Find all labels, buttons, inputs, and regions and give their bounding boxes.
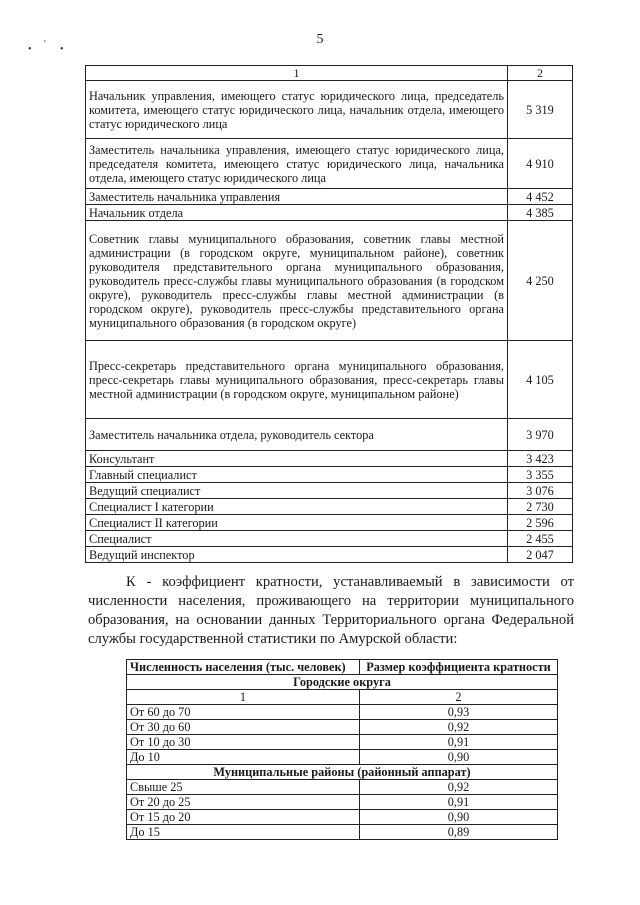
- position-cell: Ведущий инспектор: [86, 547, 508, 563]
- table-row: [86, 499, 573, 515]
- amount-cell: 3 970: [508, 419, 573, 451]
- range-cell: От 30 до 60: [127, 720, 360, 735]
- column-header: Численность населения (тыс. человек): [127, 660, 360, 675]
- table-row: [127, 780, 558, 795]
- amount-cell: 3 355: [508, 467, 573, 483]
- range-cell: От 10 до 30: [127, 735, 360, 750]
- range-cell: От 60 до 70: [127, 705, 360, 720]
- table-row: [86, 547, 573, 563]
- table-header-row: [86, 66, 573, 81]
- amount-cell: 2 047: [508, 547, 573, 563]
- table-row: [86, 515, 573, 531]
- amount-cell: 4 910: [508, 139, 573, 189]
- position-cell: Специалист I категории: [86, 499, 508, 515]
- table-row: [86, 205, 573, 221]
- table-row: [127, 720, 558, 735]
- scan-mark: •: [28, 44, 32, 55]
- value-cell: 0,92: [360, 780, 558, 795]
- column-number: 1: [127, 690, 360, 705]
- scan-mark: ': [44, 39, 46, 50]
- column-number: 2: [360, 690, 558, 705]
- range-cell: Свыше 25: [127, 780, 360, 795]
- table-row: [86, 139, 573, 189]
- value-cell: 0,92: [360, 720, 558, 735]
- position-cell: Начальник отдела: [86, 205, 508, 221]
- position-cell: Пресс-секретарь представительного органа муниципального образования, пресс-секретарь главы муниципального образования, пресс-секретарь главы местной администрации (в городском округе, муниципальном районе): [86, 341, 508, 419]
- position-cell: Главный специалист: [86, 467, 508, 483]
- amount-cell: 3 423: [508, 451, 573, 467]
- position-cell: Заместитель начальника отдела, руководитель сектора: [86, 419, 508, 451]
- column-header: 1: [86, 66, 508, 81]
- value-cell: 0,91: [360, 795, 558, 810]
- range-cell: От 20 до 25: [127, 795, 360, 810]
- position-cell: Советник главы муниципального образования, советник главы местной администрации (в городском округе, муниципальном районе), советник руководителя представительного органа муниципального образования, руководитель пресс-службы главы муниципального образования (в городском округе), руководитель пресс-службы главы местной администрации (в городском округе), руководитель пресс-службы представительного органа муниципального образования (в городском округе): [86, 221, 508, 341]
- table-row: [127, 750, 558, 765]
- table-row: [86, 531, 573, 547]
- value-cell: 0,90: [360, 810, 558, 825]
- range-cell: До 10: [127, 750, 360, 765]
- section-title: Городские округа: [127, 675, 558, 690]
- value-cell: 0,91: [360, 735, 558, 750]
- amount-cell: 4 385: [508, 205, 573, 221]
- table-row: [86, 81, 573, 139]
- section-row: [127, 765, 558, 780]
- position-cell: Начальник управления, имеющего статус юридического лица, председатель комитета, имеющего статус юридического лица, начальник отдела, имеющего статус юридического лица: [86, 81, 508, 139]
- position-cell: Ведущий специалист: [86, 483, 508, 499]
- position-cell: Специалист: [86, 531, 508, 547]
- table-row: [127, 795, 558, 810]
- coefficient-paragraph: К - коэффициент кратности, устанавливаемый в зависимости от численности населения, проживающего на территории муниципального образования, на основании данных Территориального органа Федеральной службы государственной статистики по Амурской области:: [88, 574, 574, 647]
- table-row: [86, 451, 573, 467]
- value-cell: 0,89: [360, 825, 558, 840]
- position-cell: Заместитель начальника управления: [86, 189, 508, 205]
- section-row: [127, 675, 558, 690]
- section-title: Муниципальные районы (районный аппарат): [127, 765, 558, 780]
- table-row: [86, 189, 573, 205]
- amount-cell: 3 076: [508, 483, 573, 499]
- value-cell: 0,93: [360, 705, 558, 720]
- amount-cell: 2 596: [508, 515, 573, 531]
- coefficient-table: [126, 659, 558, 840]
- salary-table: [85, 65, 573, 563]
- amount-cell: 4 452: [508, 189, 573, 205]
- table-row: [86, 467, 573, 483]
- table-header-row: [127, 660, 558, 675]
- amount-cell: 2 455: [508, 531, 573, 547]
- position-cell: Консультант: [86, 451, 508, 467]
- column-number-row: [127, 690, 558, 705]
- amount-cell: 2 730: [508, 499, 573, 515]
- amount-cell: 5 319: [508, 81, 573, 139]
- table-row: [127, 705, 558, 720]
- scan-mark: •: [60, 44, 64, 55]
- table-row: [86, 419, 573, 451]
- amount-cell: 4 105: [508, 341, 573, 419]
- column-header: 2: [508, 66, 573, 81]
- position-cell: Заместитель начальника управления, имеющего статус юридического лица, председателя комитета, имеющего статус юридического лица, начальника отдела, имеющего статус юридического лица: [86, 139, 508, 189]
- column-header: Размер коэффициента кратности: [360, 660, 558, 675]
- table-row: [127, 810, 558, 825]
- position-cell: Специалист II категории: [86, 515, 508, 531]
- value-cell: 0,90: [360, 750, 558, 765]
- table-row: [86, 221, 573, 341]
- table-row: [86, 341, 573, 419]
- page-number: 5: [316, 32, 324, 47]
- table-row: [86, 483, 573, 499]
- amount-cell: 4 250: [508, 221, 573, 341]
- table-row: [127, 825, 558, 840]
- range-cell: До 15: [127, 825, 360, 840]
- range-cell: От 15 до 20: [127, 810, 360, 825]
- table-row: [127, 735, 558, 750]
